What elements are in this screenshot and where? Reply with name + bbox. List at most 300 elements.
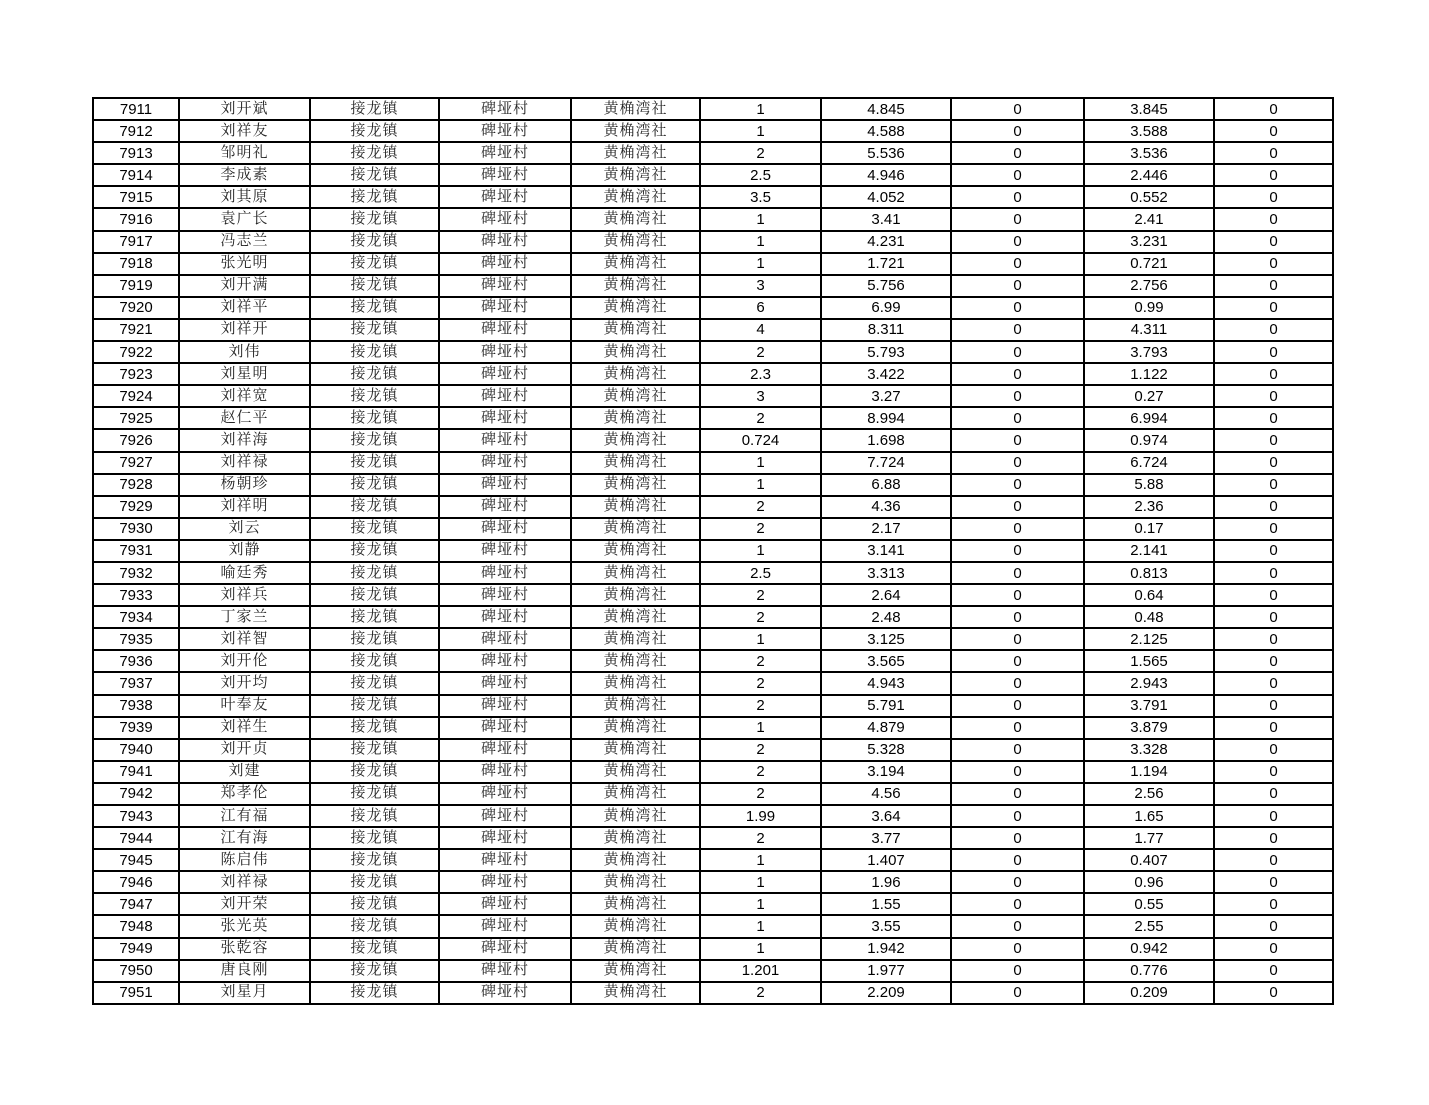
- cell-village[interactable]: 碑垭村: [439, 496, 571, 518]
- cell-name[interactable]: 赵仁平: [179, 407, 310, 429]
- cell-value5[interactable]: 0: [1214, 164, 1333, 186]
- cell-community[interactable]: 黄桷湾社: [571, 739, 700, 761]
- cell-name[interactable]: 刘开斌: [179, 98, 310, 120]
- cell-value4[interactable]: 0.64: [1084, 584, 1214, 606]
- cell-value5[interactable]: 0: [1214, 849, 1333, 871]
- cell-village[interactable]: 碑垭村: [439, 562, 571, 584]
- cell-village[interactable]: 碑垭村: [439, 297, 571, 319]
- cell-id[interactable]: 7943: [93, 805, 179, 827]
- cell-name[interactable]: 杨朝珍: [179, 474, 310, 496]
- cell-id[interactable]: 7916: [93, 208, 179, 230]
- cell-value1[interactable]: 1: [700, 120, 821, 142]
- cell-name[interactable]: 郑孝伦: [179, 783, 310, 805]
- cell-name[interactable]: 刘云: [179, 518, 310, 540]
- cell-name[interactable]: 刘祥明: [179, 496, 310, 518]
- cell-value4[interactable]: 2.446: [1084, 164, 1214, 186]
- cell-value4[interactable]: 6.994: [1084, 407, 1214, 429]
- cell-community[interactable]: 黄桷湾社: [571, 915, 700, 937]
- cell-village[interactable]: 碑垭村: [439, 628, 571, 650]
- cell-value1[interactable]: 2: [700, 142, 821, 164]
- cell-value1[interactable]: 1: [700, 628, 821, 650]
- cell-value5[interactable]: 0: [1214, 496, 1333, 518]
- cell-value1[interactable]: 1.99: [700, 805, 821, 827]
- cell-village[interactable]: 碑垭村: [439, 761, 571, 783]
- cell-town[interactable]: 接龙镇: [310, 231, 439, 253]
- cell-village[interactable]: 碑垭村: [439, 938, 571, 960]
- cell-value4[interactable]: 3.879: [1084, 717, 1214, 739]
- cell-name[interactable]: 刘祥海: [179, 429, 310, 451]
- cell-value3[interactable]: 0: [951, 938, 1084, 960]
- cell-value5[interactable]: 0: [1214, 606, 1333, 628]
- cell-value3[interactable]: 0: [951, 717, 1084, 739]
- cell-community[interactable]: 黄桷湾社: [571, 672, 700, 694]
- cell-value4[interactable]: 0.974: [1084, 429, 1214, 451]
- cell-community[interactable]: 黄桷湾社: [571, 407, 700, 429]
- cell-name[interactable]: 刘祥兵: [179, 584, 310, 606]
- cell-value3[interactable]: 0: [951, 231, 1084, 253]
- cell-village[interactable]: 碑垭村: [439, 98, 571, 120]
- cell-id[interactable]: 7942: [93, 783, 179, 805]
- cell-value5[interactable]: 0: [1214, 938, 1333, 960]
- cell-value2[interactable]: 4.845: [821, 98, 951, 120]
- cell-town[interactable]: 接龙镇: [310, 584, 439, 606]
- cell-value1[interactable]: 1: [700, 915, 821, 937]
- cell-value4[interactable]: 1.194: [1084, 761, 1214, 783]
- cell-value5[interactable]: 0: [1214, 982, 1333, 1004]
- cell-town[interactable]: 接龙镇: [310, 606, 439, 628]
- cell-name[interactable]: 刘星月: [179, 982, 310, 1004]
- cell-value4[interactable]: 0.552: [1084, 186, 1214, 208]
- cell-value4[interactable]: 2.56: [1084, 783, 1214, 805]
- cell-id[interactable]: 7951: [93, 982, 179, 1004]
- cell-value4[interactable]: 4.311: [1084, 319, 1214, 341]
- cell-community[interactable]: 黄桷湾社: [571, 982, 700, 1004]
- cell-community[interactable]: 黄桷湾社: [571, 540, 700, 562]
- cell-town[interactable]: 接龙镇: [310, 628, 439, 650]
- cell-community[interactable]: 黄桷湾社: [571, 893, 700, 915]
- cell-id[interactable]: 7914: [93, 164, 179, 186]
- cell-village[interactable]: 碑垭村: [439, 319, 571, 341]
- cell-town[interactable]: 接龙镇: [310, 319, 439, 341]
- cell-value3[interactable]: 0: [951, 253, 1084, 275]
- cell-village[interactable]: 碑垭村: [439, 253, 571, 275]
- cell-village[interactable]: 碑垭村: [439, 363, 571, 385]
- cell-value5[interactable]: 0: [1214, 208, 1333, 230]
- cell-village[interactable]: 碑垭村: [439, 518, 571, 540]
- cell-community[interactable]: 黄桷湾社: [571, 231, 700, 253]
- cell-value4[interactable]: 0.407: [1084, 849, 1214, 871]
- cell-value3[interactable]: 0: [951, 120, 1084, 142]
- cell-value4[interactable]: 1.122: [1084, 363, 1214, 385]
- cell-town[interactable]: 接龙镇: [310, 717, 439, 739]
- cell-value5[interactable]: 0: [1214, 407, 1333, 429]
- cell-community[interactable]: 黄桷湾社: [571, 717, 700, 739]
- cell-value2[interactable]: 3.27: [821, 385, 951, 407]
- cell-town[interactable]: 接龙镇: [310, 893, 439, 915]
- cell-name[interactable]: 刘祥生: [179, 717, 310, 739]
- cell-community[interactable]: 黄桷湾社: [571, 297, 700, 319]
- cell-id[interactable]: 7915: [93, 186, 179, 208]
- cell-village[interactable]: 碑垭村: [439, 960, 571, 982]
- cell-town[interactable]: 接龙镇: [310, 297, 439, 319]
- cell-value3[interactable]: 0: [951, 739, 1084, 761]
- cell-value3[interactable]: 0: [951, 297, 1084, 319]
- cell-name[interactable]: 江有海: [179, 827, 310, 849]
- cell-town[interactable]: 接龙镇: [310, 518, 439, 540]
- cell-value2[interactable]: 8.994: [821, 407, 951, 429]
- cell-value2[interactable]: 7.724: [821, 452, 951, 474]
- cell-village[interactable]: 碑垭村: [439, 341, 571, 363]
- cell-value1[interactable]: 2: [700, 695, 821, 717]
- cell-name[interactable]: 刘开均: [179, 672, 310, 694]
- cell-village[interactable]: 碑垭村: [439, 231, 571, 253]
- cell-town[interactable]: 接龙镇: [310, 562, 439, 584]
- cell-id[interactable]: 7931: [93, 540, 179, 562]
- cell-value2[interactable]: 4.052: [821, 186, 951, 208]
- cell-value4[interactable]: 0.27: [1084, 385, 1214, 407]
- cell-value4[interactable]: 1.565: [1084, 650, 1214, 672]
- cell-town[interactable]: 接龙镇: [310, 938, 439, 960]
- cell-value4[interactable]: 3.845: [1084, 98, 1214, 120]
- cell-value4[interactable]: 2.55: [1084, 915, 1214, 937]
- cell-name[interactable]: 刘星明: [179, 363, 310, 385]
- cell-value5[interactable]: 0: [1214, 474, 1333, 496]
- cell-value3[interactable]: 0: [951, 562, 1084, 584]
- cell-value2[interactable]: 4.588: [821, 120, 951, 142]
- cell-name[interactable]: 张光英: [179, 915, 310, 937]
- cell-value5[interactable]: 0: [1214, 142, 1333, 164]
- cell-town[interactable]: 接龙镇: [310, 341, 439, 363]
- cell-value2[interactable]: 3.77: [821, 827, 951, 849]
- cell-id[interactable]: 7949: [93, 938, 179, 960]
- cell-value3[interactable]: 0: [951, 208, 1084, 230]
- cell-value5[interactable]: 0: [1214, 341, 1333, 363]
- cell-value1[interactable]: 1: [700, 938, 821, 960]
- cell-value4[interactable]: 2.125: [1084, 628, 1214, 650]
- cell-id[interactable]: 7923: [93, 363, 179, 385]
- cell-value3[interactable]: 0: [951, 650, 1084, 672]
- cell-value4[interactable]: 5.88: [1084, 474, 1214, 496]
- cell-id[interactable]: 7937: [93, 672, 179, 694]
- cell-value2[interactable]: 6.88: [821, 474, 951, 496]
- cell-value5[interactable]: 0: [1214, 120, 1333, 142]
- cell-village[interactable]: 碑垭村: [439, 650, 571, 672]
- cell-community[interactable]: 黄桷湾社: [571, 695, 700, 717]
- cell-value1[interactable]: 2: [700, 518, 821, 540]
- cell-town[interactable]: 接龙镇: [310, 960, 439, 982]
- cell-value1[interactable]: 3: [700, 385, 821, 407]
- cell-value2[interactable]: 2.209: [821, 982, 951, 1004]
- cell-id[interactable]: 7941: [93, 761, 179, 783]
- cell-value3[interactable]: 0: [951, 407, 1084, 429]
- cell-village[interactable]: 碑垭村: [439, 208, 571, 230]
- cell-village[interactable]: 碑垭村: [439, 385, 571, 407]
- cell-community[interactable]: 黄桷湾社: [571, 584, 700, 606]
- cell-value2[interactable]: 1.55: [821, 893, 951, 915]
- cell-value4[interactable]: 0.209: [1084, 982, 1214, 1004]
- cell-name[interactable]: 邹明礼: [179, 142, 310, 164]
- cell-community[interactable]: 黄桷湾社: [571, 474, 700, 496]
- cell-id[interactable]: 7911: [93, 98, 179, 120]
- cell-value3[interactable]: 0: [951, 915, 1084, 937]
- cell-village[interactable]: 碑垭村: [439, 275, 571, 297]
- cell-community[interactable]: 黄桷湾社: [571, 518, 700, 540]
- cell-value1[interactable]: 2: [700, 761, 821, 783]
- cell-community[interactable]: 黄桷湾社: [571, 960, 700, 982]
- cell-value2[interactable]: 3.41: [821, 208, 951, 230]
- cell-name[interactable]: 刘开贞: [179, 739, 310, 761]
- cell-name[interactable]: 刘祥开: [179, 319, 310, 341]
- cell-id[interactable]: 7927: [93, 452, 179, 474]
- cell-town[interactable]: 接龙镇: [310, 142, 439, 164]
- cell-town[interactable]: 接龙镇: [310, 496, 439, 518]
- cell-name[interactable]: 冯志兰: [179, 231, 310, 253]
- cell-value2[interactable]: 3.64: [821, 805, 951, 827]
- cell-value1[interactable]: 1: [700, 98, 821, 120]
- cell-name[interactable]: 刘建: [179, 761, 310, 783]
- cell-town[interactable]: 接龙镇: [310, 739, 439, 761]
- cell-town[interactable]: 接龙镇: [310, 761, 439, 783]
- cell-value3[interactable]: 0: [951, 164, 1084, 186]
- cell-value1[interactable]: 1: [700, 474, 821, 496]
- cell-value2[interactable]: 5.328: [821, 739, 951, 761]
- cell-value1[interactable]: 2: [700, 650, 821, 672]
- cell-value3[interactable]: 0: [951, 429, 1084, 451]
- cell-village[interactable]: 碑垭村: [439, 739, 571, 761]
- cell-value5[interactable]: 0: [1214, 385, 1333, 407]
- cell-id[interactable]: 7934: [93, 606, 179, 628]
- cell-village[interactable]: 碑垭村: [439, 142, 571, 164]
- cell-value3[interactable]: 0: [951, 518, 1084, 540]
- cell-value5[interactable]: 0: [1214, 297, 1333, 319]
- cell-value5[interactable]: 0: [1214, 893, 1333, 915]
- cell-value1[interactable]: 2: [700, 606, 821, 628]
- cell-name[interactable]: 刘静: [179, 540, 310, 562]
- cell-town[interactable]: 接龙镇: [310, 849, 439, 871]
- cell-value5[interactable]: 0: [1214, 429, 1333, 451]
- cell-community[interactable]: 黄桷湾社: [571, 496, 700, 518]
- cell-village[interactable]: 碑垭村: [439, 120, 571, 142]
- cell-value1[interactable]: 1: [700, 231, 821, 253]
- cell-value5[interactable]: 0: [1214, 695, 1333, 717]
- cell-value5[interactable]: 0: [1214, 231, 1333, 253]
- cell-value5[interactable]: 0: [1214, 650, 1333, 672]
- cell-value5[interactable]: 0: [1214, 253, 1333, 275]
- cell-value2[interactable]: 1.977: [821, 960, 951, 982]
- cell-value5[interactable]: 0: [1214, 805, 1333, 827]
- cell-town[interactable]: 接龙镇: [310, 871, 439, 893]
- cell-id[interactable]: 7930: [93, 518, 179, 540]
- cell-value4[interactable]: 0.48: [1084, 606, 1214, 628]
- cell-community[interactable]: 黄桷湾社: [571, 341, 700, 363]
- cell-value1[interactable]: 1: [700, 253, 821, 275]
- cell-value3[interactable]: 0: [951, 363, 1084, 385]
- cell-town[interactable]: 接龙镇: [310, 120, 439, 142]
- cell-id[interactable]: 7918: [93, 253, 179, 275]
- cell-id[interactable]: 7933: [93, 584, 179, 606]
- cell-community[interactable]: 黄桷湾社: [571, 142, 700, 164]
- cell-village[interactable]: 碑垭村: [439, 783, 571, 805]
- cell-community[interactable]: 黄桷湾社: [571, 606, 700, 628]
- cell-community[interactable]: 黄桷湾社: [571, 385, 700, 407]
- cell-value1[interactable]: 3: [700, 275, 821, 297]
- cell-community[interactable]: 黄桷湾社: [571, 628, 700, 650]
- cell-value3[interactable]: 0: [951, 142, 1084, 164]
- cell-value4[interactable]: 2.756: [1084, 275, 1214, 297]
- cell-village[interactable]: 碑垭村: [439, 672, 571, 694]
- cell-value5[interactable]: 0: [1214, 915, 1333, 937]
- cell-name[interactable]: 唐良刚: [179, 960, 310, 982]
- cell-community[interactable]: 黄桷湾社: [571, 98, 700, 120]
- cell-value5[interactable]: 0: [1214, 518, 1333, 540]
- cell-value4[interactable]: 2.36: [1084, 496, 1214, 518]
- cell-value4[interactable]: 0.942: [1084, 938, 1214, 960]
- cell-id[interactable]: 7920: [93, 297, 179, 319]
- cell-value2[interactable]: 5.536: [821, 142, 951, 164]
- cell-community[interactable]: 黄桷湾社: [571, 562, 700, 584]
- cell-value2[interactable]: 3.313: [821, 562, 951, 584]
- cell-value5[interactable]: 0: [1214, 452, 1333, 474]
- cell-village[interactable]: 碑垭村: [439, 606, 571, 628]
- cell-value3[interactable]: 0: [951, 982, 1084, 1004]
- cell-name[interactable]: 李成素: [179, 164, 310, 186]
- cell-value3[interactable]: 0: [951, 98, 1084, 120]
- cell-id[interactable]: 7947: [93, 893, 179, 915]
- cell-name[interactable]: 张乾容: [179, 938, 310, 960]
- cell-value3[interactable]: 0: [951, 385, 1084, 407]
- cell-value2[interactable]: 1.698: [821, 429, 951, 451]
- cell-value2[interactable]: 4.56: [821, 783, 951, 805]
- cell-value2[interactable]: 4.231: [821, 231, 951, 253]
- cell-value1[interactable]: 1: [700, 893, 821, 915]
- cell-village[interactable]: 碑垭村: [439, 717, 571, 739]
- cell-value1[interactable]: 2.5: [700, 562, 821, 584]
- cell-village[interactable]: 碑垭村: [439, 164, 571, 186]
- cell-id[interactable]: 7936: [93, 650, 179, 672]
- cell-town[interactable]: 接龙镇: [310, 164, 439, 186]
- cell-community[interactable]: 黄桷湾社: [571, 938, 700, 960]
- cell-value2[interactable]: 3.141: [821, 540, 951, 562]
- cell-village[interactable]: 碑垭村: [439, 849, 571, 871]
- cell-value5[interactable]: 0: [1214, 783, 1333, 805]
- cell-village[interactable]: 碑垭村: [439, 827, 571, 849]
- cell-id[interactable]: 7935: [93, 628, 179, 650]
- cell-value5[interactable]: 0: [1214, 584, 1333, 606]
- cell-community[interactable]: 黄桷湾社: [571, 186, 700, 208]
- cell-community[interactable]: 黄桷湾社: [571, 761, 700, 783]
- cell-village[interactable]: 碑垭村: [439, 429, 571, 451]
- cell-id[interactable]: 7944: [93, 827, 179, 849]
- cell-id[interactable]: 7912: [93, 120, 179, 142]
- cell-value4[interactable]: 3.536: [1084, 142, 1214, 164]
- cell-name[interactable]: 江有福: [179, 805, 310, 827]
- cell-village[interactable]: 碑垭村: [439, 893, 571, 915]
- cell-id[interactable]: 7950: [93, 960, 179, 982]
- cell-community[interactable]: 黄桷湾社: [571, 429, 700, 451]
- cell-value1[interactable]: 2.5: [700, 164, 821, 186]
- cell-village[interactable]: 碑垭村: [439, 452, 571, 474]
- cell-town[interactable]: 接龙镇: [310, 805, 439, 827]
- cell-village[interactable]: 碑垭村: [439, 407, 571, 429]
- cell-value3[interactable]: 0: [951, 341, 1084, 363]
- cell-name[interactable]: 叶奉友: [179, 695, 310, 717]
- cell-town[interactable]: 接龙镇: [310, 208, 439, 230]
- cell-value2[interactable]: 4.946: [821, 164, 951, 186]
- cell-community[interactable]: 黄桷湾社: [571, 805, 700, 827]
- cell-value1[interactable]: 2: [700, 672, 821, 694]
- cell-value4[interactable]: 6.724: [1084, 452, 1214, 474]
- cell-id[interactable]: 7913: [93, 142, 179, 164]
- cell-value1[interactable]: 2: [700, 407, 821, 429]
- cell-value2[interactable]: 5.756: [821, 275, 951, 297]
- cell-value4[interactable]: 0.721: [1084, 253, 1214, 275]
- cell-name[interactable]: 张光明: [179, 253, 310, 275]
- cell-community[interactable]: 黄桷湾社: [571, 827, 700, 849]
- cell-value2[interactable]: 3.194: [821, 761, 951, 783]
- cell-value3[interactable]: 0: [951, 275, 1084, 297]
- cell-town[interactable]: 接龙镇: [310, 407, 439, 429]
- cell-village[interactable]: 碑垭村: [439, 915, 571, 937]
- cell-id[interactable]: 7945: [93, 849, 179, 871]
- cell-id[interactable]: 7939: [93, 717, 179, 739]
- cell-value3[interactable]: 0: [951, 540, 1084, 562]
- cell-value5[interactable]: 0: [1214, 827, 1333, 849]
- cell-value2[interactable]: 4.36: [821, 496, 951, 518]
- cell-value1[interactable]: 2: [700, 584, 821, 606]
- cell-town[interactable]: 接龙镇: [310, 915, 439, 937]
- cell-name[interactable]: 丁家兰: [179, 606, 310, 628]
- cell-value3[interactable]: 0: [951, 474, 1084, 496]
- cell-value2[interactable]: 5.791: [821, 695, 951, 717]
- cell-value3[interactable]: 0: [951, 672, 1084, 694]
- cell-value5[interactable]: 0: [1214, 98, 1333, 120]
- cell-value1[interactable]: 1: [700, 717, 821, 739]
- cell-town[interactable]: 接龙镇: [310, 474, 439, 496]
- cell-town[interactable]: 接龙镇: [310, 982, 439, 1004]
- cell-town[interactable]: 接龙镇: [310, 253, 439, 275]
- cell-value3[interactable]: 0: [951, 849, 1084, 871]
- cell-value4[interactable]: 0.96: [1084, 871, 1214, 893]
- cell-value5[interactable]: 0: [1214, 319, 1333, 341]
- cell-value4[interactable]: 3.791: [1084, 695, 1214, 717]
- cell-value1[interactable]: 3.5: [700, 186, 821, 208]
- cell-village[interactable]: 碑垭村: [439, 474, 571, 496]
- cell-village[interactable]: 碑垭村: [439, 805, 571, 827]
- cell-community[interactable]: 黄桷湾社: [571, 275, 700, 297]
- cell-town[interactable]: 接龙镇: [310, 98, 439, 120]
- cell-id[interactable]: 7917: [93, 231, 179, 253]
- cell-id[interactable]: 7924: [93, 385, 179, 407]
- cell-value1[interactable]: 2: [700, 783, 821, 805]
- cell-value1[interactable]: 4: [700, 319, 821, 341]
- cell-name[interactable]: 刘祥宽: [179, 385, 310, 407]
- cell-value3[interactable]: 0: [951, 584, 1084, 606]
- cell-community[interactable]: 黄桷湾社: [571, 319, 700, 341]
- cell-value2[interactable]: 8.311: [821, 319, 951, 341]
- cell-value1[interactable]: 1: [700, 208, 821, 230]
- cell-village[interactable]: 碑垭村: [439, 871, 571, 893]
- cell-value5[interactable]: 0: [1214, 363, 1333, 385]
- cell-town[interactable]: 接龙镇: [310, 672, 439, 694]
- cell-name[interactable]: 刘其原: [179, 186, 310, 208]
- cell-value1[interactable]: 2: [700, 982, 821, 1004]
- cell-town[interactable]: 接龙镇: [310, 650, 439, 672]
- cell-town[interactable]: 接龙镇: [310, 827, 439, 849]
- cell-value5[interactable]: 0: [1214, 871, 1333, 893]
- cell-value3[interactable]: 0: [951, 805, 1084, 827]
- cell-town[interactable]: 接龙镇: [310, 186, 439, 208]
- cell-value1[interactable]: 2: [700, 496, 821, 518]
